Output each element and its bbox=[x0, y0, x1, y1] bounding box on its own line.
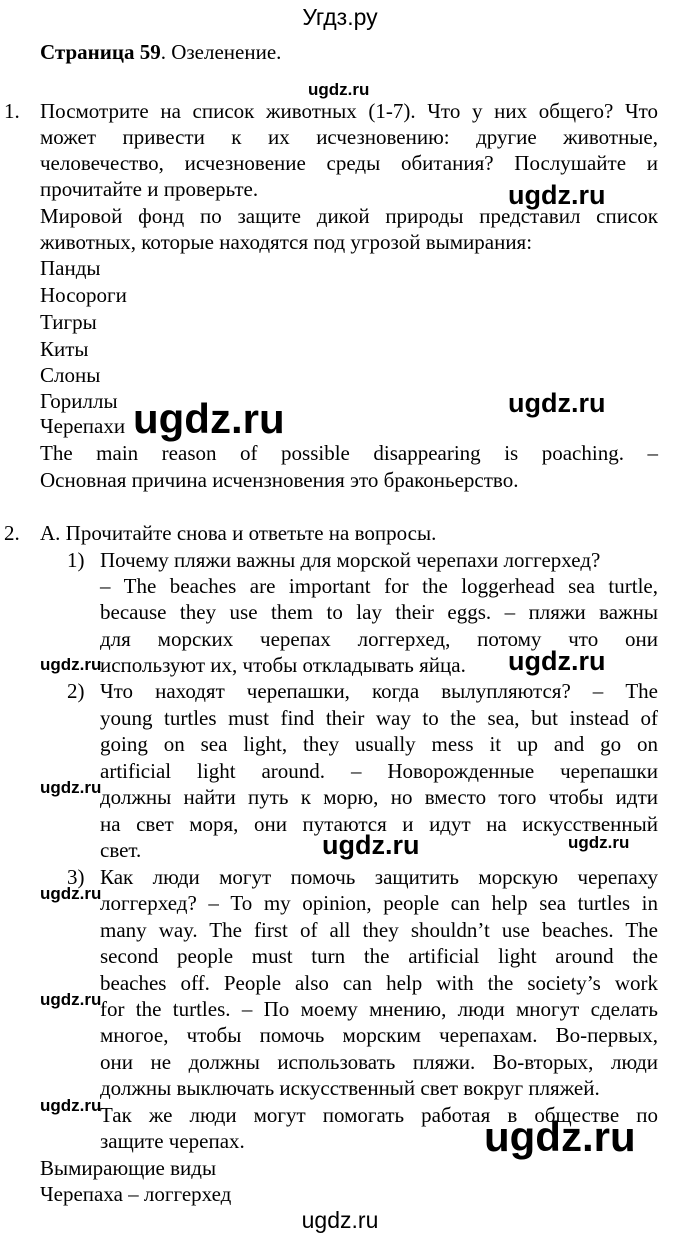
watermark: ugdz.ru bbox=[133, 395, 285, 442]
exercise-2-number: 2. bbox=[4, 521, 20, 545]
question-3-line: Так же люди могут помогать работая в обществе по bbox=[100, 1103, 658, 1127]
watermark: ugdz.ru bbox=[40, 778, 102, 797]
animal-item: Гориллы bbox=[40, 389, 118, 413]
question-3-line: beaches off. People also can help with the society’s work bbox=[100, 971, 658, 995]
page-title bbox=[40, 40, 281, 65]
page-title-number: Страница 59 bbox=[40, 40, 161, 64]
question-3-line: Как люди могут помочь защитить морскую черепаху bbox=[100, 865, 658, 889]
question-2-line: на свет моря, они путаются и идут на искусственный bbox=[100, 812, 658, 836]
exercise-1-line: человечество, исчезновение среды обитания? Послушайте и bbox=[40, 151, 658, 175]
exercise-1-line: может привести к их исчезновению: другие животные, bbox=[40, 125, 658, 149]
question-2-line: artificial light around. – Новорожденные черепашки bbox=[100, 759, 658, 783]
watermark: ugdz.ru bbox=[568, 833, 630, 852]
exercise-2-heading: А. Прочитайте снова и ответьте на вопросы. bbox=[40, 521, 437, 545]
question-2-line: должны найти путь к морю, но вместо того чтобы идти bbox=[100, 785, 658, 809]
animal-item: Слоны bbox=[40, 363, 101, 387]
question-3-line: for the turtles. – По моему мнению, люди многут сделать bbox=[100, 997, 658, 1021]
question-3-line: многое, чтобы помочь морским черепахам. Во-первых, bbox=[100, 1023, 658, 1047]
animal-item: Киты bbox=[40, 337, 89, 361]
exercise-1-line: Посмотрите на список животных (1-7). Что у них общего? Что bbox=[40, 99, 658, 123]
question-3-line: many way. The first of all they shouldn’t use beaches. The bbox=[100, 918, 658, 942]
question-1-line: Почему пляжи важны для морской черепахи логгерхед? bbox=[100, 548, 601, 572]
question-3-number: 3) bbox=[67, 865, 85, 889]
watermark: ugdz.ru bbox=[508, 646, 606, 676]
exercise-1-line: The main reason of possible disappearing is poaching. – bbox=[40, 441, 658, 465]
watermark: ugdz.ru bbox=[40, 884, 102, 903]
exercise-1-line: животных, которые находятся под угрозой вымирания: bbox=[40, 230, 533, 254]
question-1-line: используют их, чтобы откладывать яйца. bbox=[100, 653, 466, 677]
question-1-line: because they use them to lay their eggs. – пляжи важны bbox=[100, 600, 658, 624]
watermark: ugdz.ru bbox=[40, 990, 102, 1009]
watermark: ugdz.ru bbox=[322, 830, 420, 860]
exercise-1-line: прочитайте и проверьте. bbox=[40, 177, 259, 201]
question-2-number: 2) bbox=[67, 679, 85, 703]
vocab-item: Черепаха – логгерхед bbox=[40, 1182, 232, 1206]
animal-item: Носороги bbox=[40, 283, 127, 307]
site-header: Угдз.ру bbox=[302, 4, 378, 30]
question-3-line: они не должны использовать пляжи. Во-вторых, люди bbox=[100, 1050, 658, 1074]
watermark: ugdz.ru bbox=[40, 1096, 102, 1115]
question-3-line: second people must turn the artificial light around the bbox=[100, 944, 658, 968]
watermark: ugdz.ru bbox=[508, 388, 606, 418]
question-2-line: going on sea light, they usually mess it up and go on bbox=[100, 732, 658, 756]
question-3-line: должны выключать искусственный свет вокруг пляжей. bbox=[100, 1076, 600, 1100]
question-3-line: защите черепах. bbox=[100, 1129, 245, 1153]
exercise-1-number: 1. bbox=[4, 99, 20, 123]
watermark: ugdz.ru bbox=[508, 180, 606, 210]
animal-item: Черепахи bbox=[40, 414, 126, 438]
question-2-line: Что находят черепашки, когда вылупляются? – The bbox=[100, 679, 658, 703]
question-2-line: свет. bbox=[100, 838, 142, 862]
watermark: ugdz.ru bbox=[484, 1113, 636, 1160]
question-1-line: для морских черепах логгерхед, потому что они bbox=[100, 627, 658, 651]
site-footer: ugdz.ru bbox=[301, 1207, 379, 1233]
question-2-line: young turtles must find their way to the sea, but instead of bbox=[100, 706, 658, 730]
watermark: ugdz.ru bbox=[308, 80, 370, 99]
vocab-item: Вымирающие виды bbox=[40, 1156, 217, 1180]
watermark: ugdz.ru bbox=[40, 655, 102, 674]
animal-item: Панды bbox=[40, 256, 101, 280]
exercise-1-line: Мировой фонд по защите дикой природы представил список bbox=[40, 204, 658, 228]
exercise-1-line: Основная причина исчензновения это браконьерство. bbox=[40, 468, 519, 492]
animal-item: Тигры bbox=[40, 310, 97, 334]
question-1-line: – The beaches are important for the loggerhead sea turtle, bbox=[100, 574, 658, 598]
page-title-topic: . Озеленение. bbox=[160, 40, 282, 64]
question-3-line: логгерхед? – To my opinion, people can help sea turtles in bbox=[100, 891, 658, 915]
question-1-number: 1) bbox=[67, 548, 85, 572]
